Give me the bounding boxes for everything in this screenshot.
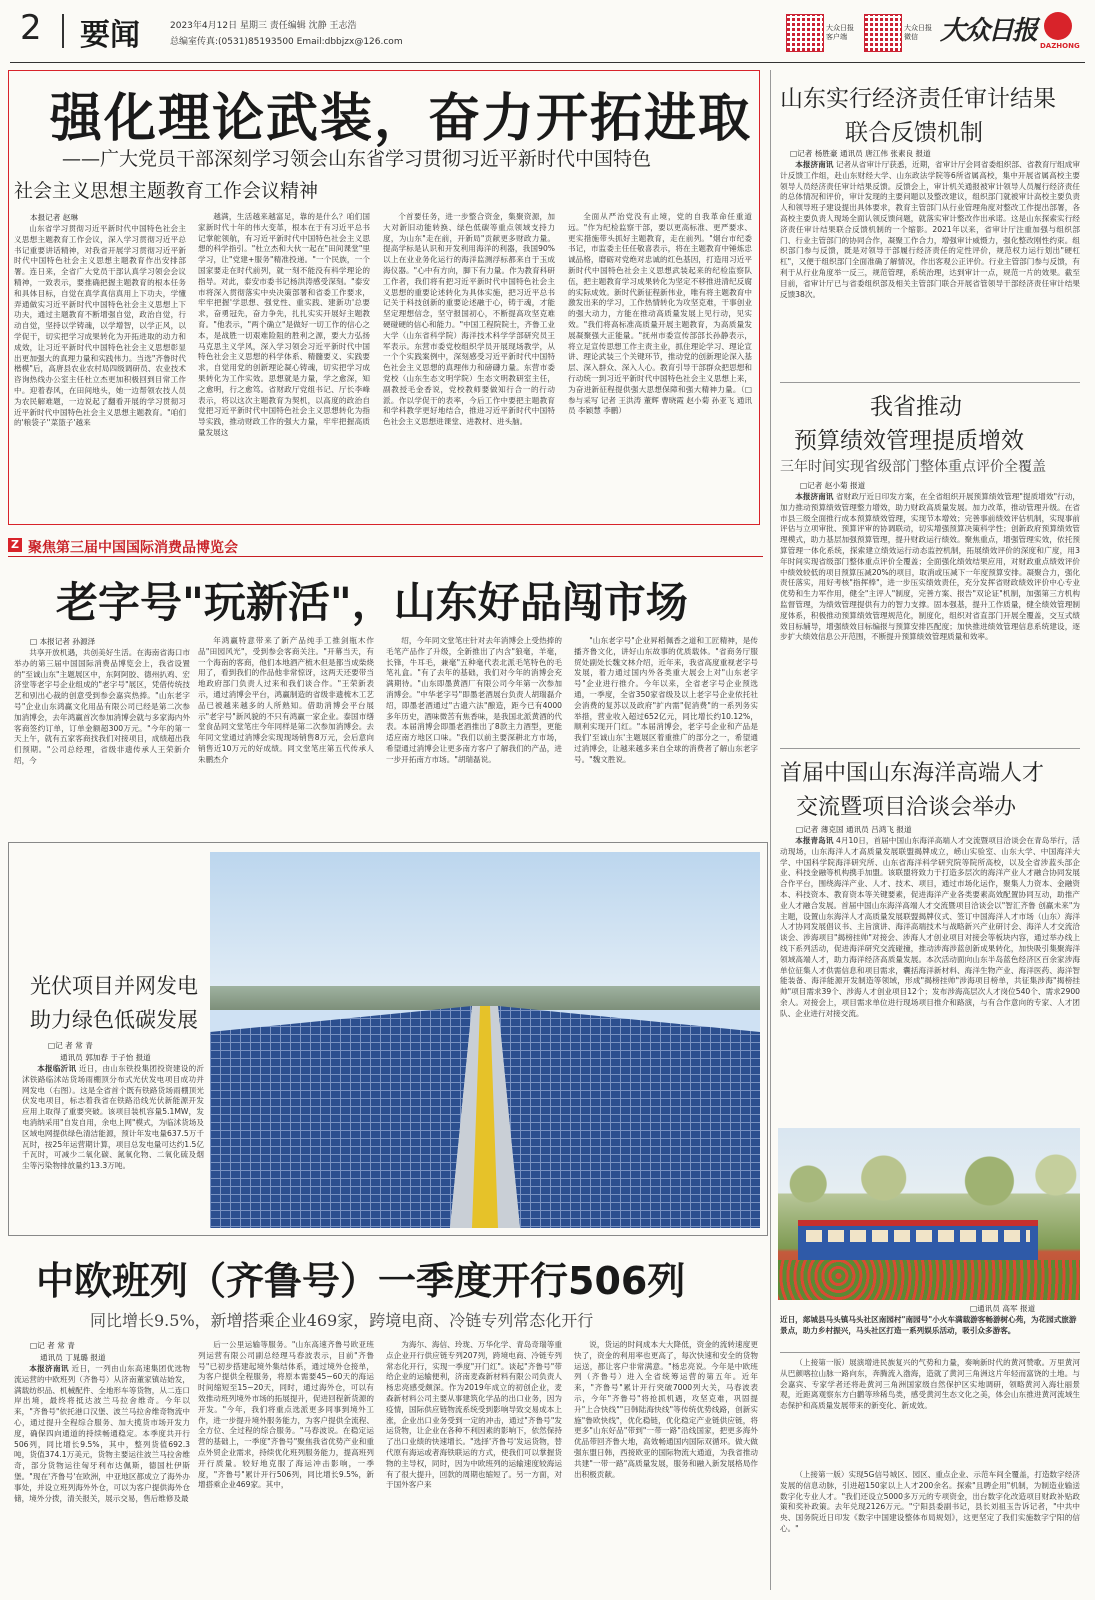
railway-byline-2: 通讯员 丁晁璐 报道 bbox=[40, 1353, 106, 1362]
railway-dateline: 本报济南讯 bbox=[29, 1364, 69, 1373]
audit-title-1: 山东实行经济责任审计结果 bbox=[780, 86, 1056, 112]
marine-body bbox=[780, 836, 1080, 1122]
budget-divider bbox=[780, 748, 1080, 749]
topic-tag bbox=[8, 536, 768, 556]
solar-byline-1: □记 者 常 青 bbox=[48, 1041, 93, 1050]
photo-divider bbox=[780, 1352, 1080, 1353]
railway-column-3: 为海尔、海信、玲珑、万华化学、青岛奇瑞等重点企业开行供应链专列207列，跨境电商、冷链专列常态化开行，实现一季度"开门红"。谈起"齐鲁号"带给企业的运输便利，济南麦森新材料有限公司负责人杨忠亮感受颇深。作为2019年成立的初创企业，麦森新材料公司主要从事建筑化学品的出口业务，因为疫情，国际供应链物流系统受到影响导致交易成本上涨，企业出口业务受到一定的冲击，通过"齐鲁号"发运货物，让企业在各种不利因素的影响下，依然保持了出口业绩的快速增长。"选择'齐鲁号'发运货物，替代原有海运或者海铁联运的方式，使我们可以掌握货物的主导权，同时，因为中欧班列的运输速度较海运有了很大提升，回款的周期也缩短了。另一方面，对于国外客户来 bbox=[386, 1340, 562, 1490]
logo-sub: DAZHONG bbox=[1040, 42, 1080, 50]
audit-divider bbox=[780, 382, 1080, 383]
marine-dateline: 本报青岛讯 bbox=[795, 836, 834, 845]
solar-byline-2: 通讯员 郭加春 于子怡 报道 bbox=[60, 1053, 151, 1062]
qr-code-app bbox=[786, 14, 824, 52]
budget-dateline: 本报济南讯 bbox=[795, 492, 834, 501]
page-number-divider bbox=[62, 14, 64, 48]
consumer-column-2: 年鸿赢特意带来了新产品纯手工推剑瓶木作品"田园风光"，受到参会客商关注。"开幕当天，有一个海南的客商，他们本地酒产梳木但是都当成柴烧用了，看到我们的作品他非常惊讶，这两天还要带当地政府部门负责人过来和我们谈合作。"王荣新表示，通过消博会平台，鸿赢制造的省级非遗梳木工艺品已被越来越多的人所熟知。借助消博会平台展示"老字号"新风貌的不只有鸿赢一家企业。泰国市缮堂食品同文堂笔庄今年同样是第二次参加消博会。去年同文堂通过消博会实现现场销售8万元，会后意向销售近10万元的好成绩。同文堂笔庄第五代传承人朱鹏杰介 bbox=[198, 636, 374, 764]
masthead bbox=[0, 0, 1095, 62]
solar-dateline: 本报临沂讯 bbox=[37, 1064, 77, 1073]
photo-credit: □通讯员 高军 报道 bbox=[970, 1304, 1036, 1313]
railway-byline-1: □记 者 常 青 bbox=[30, 1341, 75, 1350]
solar-title-2: 助力绿色低碳发展 bbox=[30, 1008, 198, 1032]
trees bbox=[778, 1148, 1080, 1208]
solar-panels bbox=[210, 1002, 760, 1228]
consumer-byline: □ 本报记者 孙源泽 bbox=[30, 637, 96, 646]
budget-title-2: 预算绩效管理提质增效 bbox=[794, 428, 1024, 454]
marine-text: 4月10日，首届中国山东海洋高端人才交流暨项目洽谈会在青岛举行，活动现场，山东海洋人才高质量发展联盟揭牌成立，崂山实验室、山东大学、中国海洋大学、中国科学院海洋研究所、山东省海洋科学研究院等院所高校，以及全省涉蓝头部企业、科技金融等机构携手加盟。该联盟将致力于打造多层次的海洋产业人才融合协同发展合作平台，围绕海洋产业、人才、技术、项目，通过市场化运作，聚集人力资本、金融资本、科技资本、教育资本等关键要素，促进海洋产业各类要素高效配置协同互动，助推产业人才融合发展。首届中国山东海洋高端人才交流暨项目洽谈会以"智汇齐鲁 创赢未来"为主题，设置山东海洋人才高质量发展联盟揭牌仪式、签订中国海洋人才市场（山东）海洋人才协同发展倡议书、主旨演讲、海洋高端技术与战略新兴产业研讨会、海洋人才交流洽谈会、涉海项目"揭榜挂帅"对接会、涉海人才创业项目对接会等板块内容，通过举办线上线下系列活动，促进海洋研究交流碰撞，推动涉海涉蓝创新成果转化，加快吸引集聚海洋领域高端人才，助力海洋经济高质量发展。本次活动面向山东半岛蓝色经济区百余家涉海单位征集人才供需信息和项目需求，囊括海洋新材料、海洋生物产业、海洋医药、海洋智能装备、海洋能源开发制造等领域，形成"揭榜挂帅"涉海项目榜单，共征集涉海"揭榜挂帅"项目需求39个、涉海人才创业项目12个；发布涉海高层次人才岗位540个、需求2900余人。对接会上，项目需求单位进行现场项目推介和路演，与有合作意向的专家、人才团队、企业进行对接交流。 bbox=[780, 836, 1080, 1018]
qr-code-wechat bbox=[864, 14, 902, 52]
qr-label-app: 大众日报客户端 bbox=[826, 24, 854, 41]
continued-1: （上接第一版）展演增进民族复兴的气势和力量，奏响新时代的黄河赞歌。万里黄河从巴颜喀拉山脉一路向东，奔腾流入渤海，造就了黄河三角洲这片年轻而富饶的土地。与会嘉宾、专家学者还将赴黄河三角洲国家级自然保护区实地调研，领略黄河入海壮丽景观，近距离观察东方白鹳等珍稀鸟类，感受黄河生态文化之美，体会山东推进黄河流域生态保护和高质量发展带来的新变化、新成效。 bbox=[780, 1358, 1080, 1411]
marine-byline: □记者 薄克国 通讯员 吕鸿飞 报道 bbox=[796, 825, 912, 834]
audit-dateline: 本报济南讯 bbox=[795, 160, 834, 169]
audit-body bbox=[780, 160, 1080, 378]
railway-title: 中欧班列（齐鲁号）一季度开行506列 bbox=[36, 1259, 686, 1303]
topic-tag-label: 聚焦第三届中国国际消费品博览会 bbox=[28, 540, 238, 556]
lead-title: 强化理论武装，奋力开拓进取 bbox=[50, 89, 753, 149]
consumer-column-3: 绍，今年同文堂笔庄针对去年消博会上受热捧的毛笔产品作了升级，全新推出了内含"狼毫，羊毫，长锋，牛耳毛，兼毫"五种毫代表北派毛笔特色的毛笔礼盒。"有了去年的基础，我们对今年的消博会充满期待。"山东即墨黄酒厂有限公司今年第一次参加消博会。"中华老字号"即墨老酒展台负责人胡瑞磊介绍，即墨老酒通过"古遗六法"酿造，距今已有4000多年历史，酒味微苦有焦香味，是我国北派黄酒的代表。本届消博会即墨老酒推出了8款主力酒型，更能适应南方地区口味。"我们以前主要深耕北方市场，希望通过消博会让更多南方客户了解我们的产品，进一步开拓南方市场。"胡瑞磊说。 bbox=[386, 636, 562, 764]
audit-byline: □记者 杨胜豪 通讯员 唐江伟 张素良 报道 bbox=[790, 149, 931, 158]
sky bbox=[210, 852, 760, 1002]
date-line: 2023年4月12日 星期三 责任编辑 沈静 王志浩 bbox=[170, 21, 357, 31]
marine-title-1: 首届中国山东海洋高端人才 bbox=[780, 761, 1045, 786]
lead-byline: 本报记者 赵琳 bbox=[30, 213, 78, 222]
solar-text: 近日，由山东铁投集团投资建设的沂沭铁路临沭站货场雨棚顶分布式光伏发电项目成功并网发电（右图）。这是全省首个既有铁路货场雨棚顶光伏发电项目，标志着我省在铁路沿线光伏新能源开发应用上取得了重要突破。该项目装机容量5.1MW，发电消纳采用"自发自用，余电上网"模式，为临沭货场及区域电网提供绿色清洁能源，预计年发电量637.5万千瓦时，按25年运营期计算，项目总发电量可达约1.5亿千瓦时，可减少二氧化碳、氮氧化物、二氧化硫及烟尘等污染物排放量约13.3万吨。 bbox=[22, 1064, 204, 1171]
header-rule bbox=[10, 62, 1085, 63]
railway-column-1 bbox=[14, 1364, 190, 1590]
newspaper-logo bbox=[940, 10, 1080, 54]
train-windows bbox=[806, 1230, 1030, 1242]
lead-subtitle-1: ——广大党员干部深刻学习领会山东省学习贯彻习近平新时代中国特色 bbox=[62, 148, 652, 170]
topic-rule bbox=[8, 556, 763, 557]
lead-subtitle-2: 社会主义思想主题教育工作会议精神 bbox=[14, 180, 319, 202]
railway-text-1: 近日，一列由山东高速集团优选物流运营的中欧班列（齐鲁号）从济南董家镇站始发，满载纺织品、机械配件、全地形车等货物，从二连口岸出境，最终将抵达波兰马拉舍维奇。今年以来，"齐鲁号"依托港口汉堡、波兰马拉舍维奇物流中心，通过提升全程综合服务、加大揽货市场开发力度，确保四向通道的持续畅通稳定。本季度共开行506列，同比增长9.5%，其中，整列货值692.3吨，货值374.1万美元，货物主要运往波兰马拉舍维奇，部分货物运往匈牙利布达佩斯，德国杜伊斯堡。"现在'齐鲁号'在欧洲，中亚地区都成立了海外办事处，并设立班列海外外仓，可以为客户提供海外仓储，境外分拨，清关报关，展示交易，售后维修及最 bbox=[14, 1364, 190, 1503]
lead-column-2: 越满，生活越来越富足，靠的是什么？咱们国家新时代十年的伟大变革，根本在于有习近平总书记掌舵领航，有习近平新时代中国特色社会主义思想的科学指引。"杜立杰和大伙一起在"田间课堂"里学习，让"党建+服务"精准投递。"一个民族，一个国家要走在时代前列，就一刻不能没有科学理论的指导。对此，泰安市委书记杨洪涛感受深刻。"泰安市将深入贯彻落实中央决策部署和省委工作要求，牢牢把握'学思想、强党性、重实践、建新功'总要求，奋勇冠先，奋力争先，扎扎实实开展好主题教育。"他表示，"两个确立"是做好一切工作的信心之本，是战胜一切艰难险阻的胜利之源，要大力弘扬马克思主义学风，深入学习领会习近平新时代中国特色社会主义思想的科学体系、精髓要义、实践要求，自觉用党的创新理论凝心铸魂，切实把学习成果转化为工作实效。思想就是力量，学之愈深，知之愈明，行之愈笃。省财政厅党组书记、厅长李峰表示，将以这次主题教育为契机，以高度的政治自觉把习近平新时代中国特色社会主义思想转化为指导实践，推动财政工作的强大力量，牢牢把握高质量发展这 bbox=[198, 212, 370, 437]
budget-text: 省财政厅近日印发方案，在全省组织开展预算绩效管理"提质增效"行动，加力推动预算绩效管理整力增效，助力财政高质量发展。加力改革，推动管理升级。在省市县三级全面推行成本预算绩效管理，实现节本增效；完善事前绩效评估机制，实现事前评估与立项审批、预算评审的协调联动，切实增强预算决策科学性；创新政府预算绩效管理模式，助力基层加强预算管理，提升财政运行绩效。聚焦重点，增强管理实效，依托预算管理一体化系统，探索建立绩效运行动态监控机制，拓展绩效评价的深度和广度，用3年时间实现省级部门整体重点评价全覆盖；全面强化绩效结果应用，对财政重点绩效评价中绩效较低的项目预算压减20%的项目，取消或压减下一年度预算安排。凝聚合力，强化责任落实，用好考核"指挥棒"，进一步压实绩效责任，充分发挥省财政绩效评价中心专业优势和生力军作用，健全"主评人"制度，完善方案、报告"双论证"机制，加强第三方机构监督管理，为绩效管理提供有力的智力支撑。固本强基，提升工作质量，健全绩效管理制度体系，积极推动预算绩效管理规范化，制度化，组织对省直部门开展全覆盖，交互式绩效目标辅导，增强绩效目标编报与预算安排匹配度；加快推进绩效管理信息系统建设，逐步扩大绩效信息公开范围，不断提升预算绩效管理质量和效率。 bbox=[780, 492, 1080, 642]
right-column-divider bbox=[770, 70, 771, 1590]
continued-2: （上接第一版）实现5G信号城区、园区、重点企业、示范车间全覆盖，打造数字经济发展的信息动脉，引进超150家以上人才200余名。探索"且聘企用"机制，为制造业输送数字化专业人才。"我们还设立5000多万元的专项资金，出台数字化改造项目财政补贴政策和奖补政策。去年兑现2126万元。"宁阳县委副书记，县长刘祖玉告诉记者，"中共中央、国务院近日印发《数字中国建设整体布局规划》，这更坚定了我们实施数字宁阳的信心。" bbox=[780, 1470, 1080, 1533]
photo-caption: 近日，郯城县马头镇马头社区南园村"南园号"小火车满载游客畅游树心苑，为花园式旅游景点，助力乡村振兴，马头社区打造一系列娱乐活动，吸引众多游客。 bbox=[780, 1315, 1077, 1335]
railway-column-4: 说，货运的时间成本大大降低，资金的流转速度更快了，资金的利用率也更高了，每次快速和安全的货物运送，都让客户非常满意。"杨忠亮说。今年是中欧班列（齐鲁号）进入全省统筹运营的第五年。近年来，"齐鲁号"累计开行突破7000列大关，马春波表示，今年"齐鲁号"将抢抓机遇，攻坚克难，巩固提升"上合快线""日韩陆海快线"等传统优势线路，创新实施"鲁欧快线"，优化稳链，优化稳定产业链供应链，将更多"山东好品"带到"一带一路"沿线国家，把更多海外优品带回齐鲁大地，高效畅通国内国际双循环。做大做强东盟日韩，西接欧亚的国际物流大通道，为我省推动共建"一带一路"高质量发展，服务和融入新发展格局作出积极贡献。 bbox=[574, 1340, 758, 1479]
consumer-column-4: "山东老字号"企业昇稻佩香之道和工匠精神，是传播齐鲁文化，讲好山东故事的优质载体。"省商务厅服贸处副处长魏文林介绍，近年来，我省高度重视老字号发展，着力通过国内外各类重大展会上对"山东老字号"企业进行推介。今年以来，全省老字号企业预选通，一季度，全省350家省级及以上老字号企业依托社会消费的复苏以及政府"扩内需"促消费"的一系列务实举措，营业收入超过652亿元，同比增长约10.12%，顺利实现开门红。"本届消博会，老字号企业和产品是我们'至诚山东'主题展区着重推广的部分之一，希望通过消博会，让越来越多来自全球的消费者了解山东老字号。"魏文胜说。 bbox=[574, 636, 758, 764]
contact-line: 总编室传真:(0531)85193500 Email:dbbjzx@126.com bbox=[170, 37, 403, 47]
topic-tag-icon: Z bbox=[8, 538, 22, 552]
audit-title-2: 联合反馈机制 bbox=[845, 120, 983, 146]
consumer-column-1: 共享开放机遇，共创美好生活。在海南省海口市举办的第三届中国国际消费品博览会上，我省设置的"至诚山东"主题展区中，东阿阿胶、德州扒鸡、宏济堂等老字号企业组成的"老字号"展区，凭借传统技艺和别出心裁的创意受到参会嘉宾热捧。"山东老字号"企业山东鸿赢文化用品有限公司已经是第二次参加消博会，去年鸿赢首次参加消博会就与多家海内外客商签约订单，订单金额超300万元。"今年的第一天上午，就有五家客商找我们对接项目，成绩超出我们预期。"公司总经理，省级非遗传承人王荣新介绍，今 bbox=[14, 648, 190, 765]
qr-label-wechat: 大众日报微信 bbox=[904, 24, 932, 41]
budget-body bbox=[780, 492, 1080, 742]
marine-title-2: 交流暨项目洽谈会举办 bbox=[796, 795, 1017, 820]
budget-subtitle: 三年时间实现省级部门整体重点评价全覆盖 bbox=[780, 459, 1046, 475]
logo-emblem bbox=[1044, 12, 1072, 40]
solar-body bbox=[22, 1064, 204, 1230]
page-number: 2 bbox=[20, 8, 42, 48]
flower-bed bbox=[778, 1260, 1080, 1300]
solar-title-1: 光伏项目并网发电 bbox=[30, 974, 198, 998]
railway-subtitle: 同比增长9.5%，新增搭乘企业469家，跨境电商、冷链专列常态化开行 bbox=[90, 1311, 594, 1330]
lead-column-3: 个首要任务，进一步整合资金，集聚资源，加大对新旧动能转换、绿色低碳等重点领域支持力度，为山东"走在前，开新局"贡献更多财政力量。提高学标是认识和开发利用海洋的利器，我国90%以上在业业务化运行的海洋监测浮标都来自于玉成海仪器。"心中有方向，脚下有力量。作为教育科研工作者，我们将有把习近平新时代中国特色社会主义思想的重要论述转化为具体实施，把习近平总书记关于科技创新的重要论述融于心，铸于魂，才能坚定理想信念，坚守报国初心，不断提高攻坚克难硬碰硬的信心和能力。"中国工程院院士，齐鲁工业大学（山东省科学院）海洋技术科学学部研究员王军表示。东营市委党校组织学员开展现场教学，从一个个实践案例中，深刻感受习近平新时代中国特色社会主义思想的真理伟力和磅礴力量。东营市委党校（山东生态文明学院）生态文明教研室主任，副教授毛金香说，党校教师要做知行合一的行动派。作以学促干的表率，今后工作中要把主题教育和学科教学更好地结合，推进习近平新时代中国特色社会主义思想进课堂、进教材、进头脑。 bbox=[383, 212, 555, 427]
budget-title-1: 我省推动 bbox=[870, 394, 962, 420]
railway-column-2: 后一公里运输等服务。"山东高速齐鲁号欧亚班列运营有限公司副总经理马春波表示，目前"齐鲁号"已初步搭建起境外集结体系，通过境外仓接单，为客户提供全程服务，将原本需要45~60天的海运时间缩短至15~20天，同时，通过海外仓，可以有效推动班列境外市场的拓展提升，促进回程新货源的开发。"今年，我们将重点选派更多同事到境外工作，进一步提升境外服务能力，为客户提供全流程、全方位、全过程的综合服务。"马春波说。在稳定运营的基础上，一季度"齐鲁号"聚焦我省优势产业和重点外贸企业需求，持续优化班列服务能力，提高班列开行质量。较好地克服了海运冲击影响，一季度，"齐鲁号"累计开行506列，同比增长9.5%，新增搭乘企业469家。其中， bbox=[198, 1340, 374, 1490]
consumer-title: 老字号"玩新活"，山东好品闯市场 bbox=[56, 578, 688, 627]
lead-column-1: 山东省学习贯彻习近平新时代中国特色社会主义思想主题教育工作会议，深入学习贯彻习近平总书记重要讲话精神，对我省开展学习贯彻习近平新时代中国特色社会主义思想主题教育作出安排部署。连日来，全省广大党员干部认真学习领会会议精神，一致表示，要推确把握主题教育的根本任务和具体目标，自觉在真学真信真用上下功夫，学懂弄通做实习近平新时代中国特色社会主义思想上下功夫，通过主题教育不断增强自觉，政治自觉，行动自觉，坚持以学铸魂，以学增智，以学正风，以学促干，切实把学习成果转化为开拓进取的动力和成效，让习近平新时代中国特色社会主义思想彰显出更加强大的真理力量和实践伟力。当选"齐鲁时代楷模"后，高唐县农业农村局四级调研员、农业技术咨询热线办公室主任杜立杰更加积极回到目常工作中。迎着春风，在田间地头，她一边帮领农技人员为农民解难题，一边说起了翻看开展的学习贯彻习近平新时代中国特色社会主义思想主题教育。"咱们的'粮袋子''菜篮子'越来 bbox=[14, 224, 186, 428]
logo-wordmark: 大众日报 bbox=[940, 16, 1037, 46]
audit-text: 记者从省审计厅获悉，近期，省审计厅会同省委组织部、省教育厅组成审计反馈工作组，赴山东财经大学、山东政法学院等6所省属高校，集中开展省属高校主要领导人员经济责任审计结果反馈。反馈会上，审计机关通报被审计领导人员履行经济责任的总体情况和评价，审计发现的主要问题以及整改建议，组织部门就被审计高校主要负责人和领导班子建设提出具体要求，教育主管部门从行业管理角度对整改工作提出部署，各高校主要负责人现场全面认领反馈问题，就落实审计整改作出承诺。这是山东探索实行经济责任审计结果联合反馈机制的一个缩影。2021年以来，省审计厅注重加强与组织部门、行业主管部门的协同合作，凝聚工作合力，增强审计威慑力，强化整改刚性约束。组织部门参与反馈，既是对领导干部履行经济责任的定性评价，规范权力运行划出"硬杠杠"，又便于组织部门全面准确了解情况，作出客观公正评价。行业主管部门参与反馈，有利于从行业角度举一反三，规范管理，系统治理，达到审计一点，规范一片的效果。截至目前，省审计厅已与省委组织部及相关主管部门联合开展省管领导干部经济责任审计结果反馈38次。 bbox=[780, 160, 1080, 299]
lead-column-4: 全面从严治党没有止境，党的自我革命任重道远。"作为纪检监察干部，要以更高标准、更严要求、更实措施带头抓好主题教育，走在前列。"烟台市纪委书记，市监委主任任敬喜表示，将在主题教育中锤炼忠诚品格，磨砺对党绝对忠诚的红色基因，打造用习近平新时代中国特色社会主义思想武装起来的纪检监察队伍，把主题教育学习成果转化为坚定不移推进清纪反腐的实际成效。新时代新征程新伟业，唯有将主题教育中激发出来的学习，工作热情转化为攻坚克难，干事创业的强大动力，方能在推动高质量发展上见行动，见实效。"我们将高标准高质量开展主题教育，为高质量发展凝聚强大正能量。"抚州市委宣传部部长孙静表示，将立足宣传思想工作主责主业，抓住理论学习、理论宣讲、理论武装三个关键环节，推动党的创新理论深入基层、深入群众、深入人心。教育引导干部群众把思想和行动统一到习近平新时代中国特色社会主义思想上来，为奋进新征程提供强大思想保障和强大精神力量。（□参与采写 记者 王洪涛 董辉 曹晓霞 赵小菊 孙亚飞 通讯员 李颖慧 李鹏） bbox=[568, 212, 752, 416]
section-title: 要闻 bbox=[80, 18, 140, 53]
train-photo bbox=[778, 1128, 1080, 1300]
budget-byline: □记者 赵小菊 报道 bbox=[800, 481, 866, 490]
solar-photo bbox=[210, 852, 760, 1228]
